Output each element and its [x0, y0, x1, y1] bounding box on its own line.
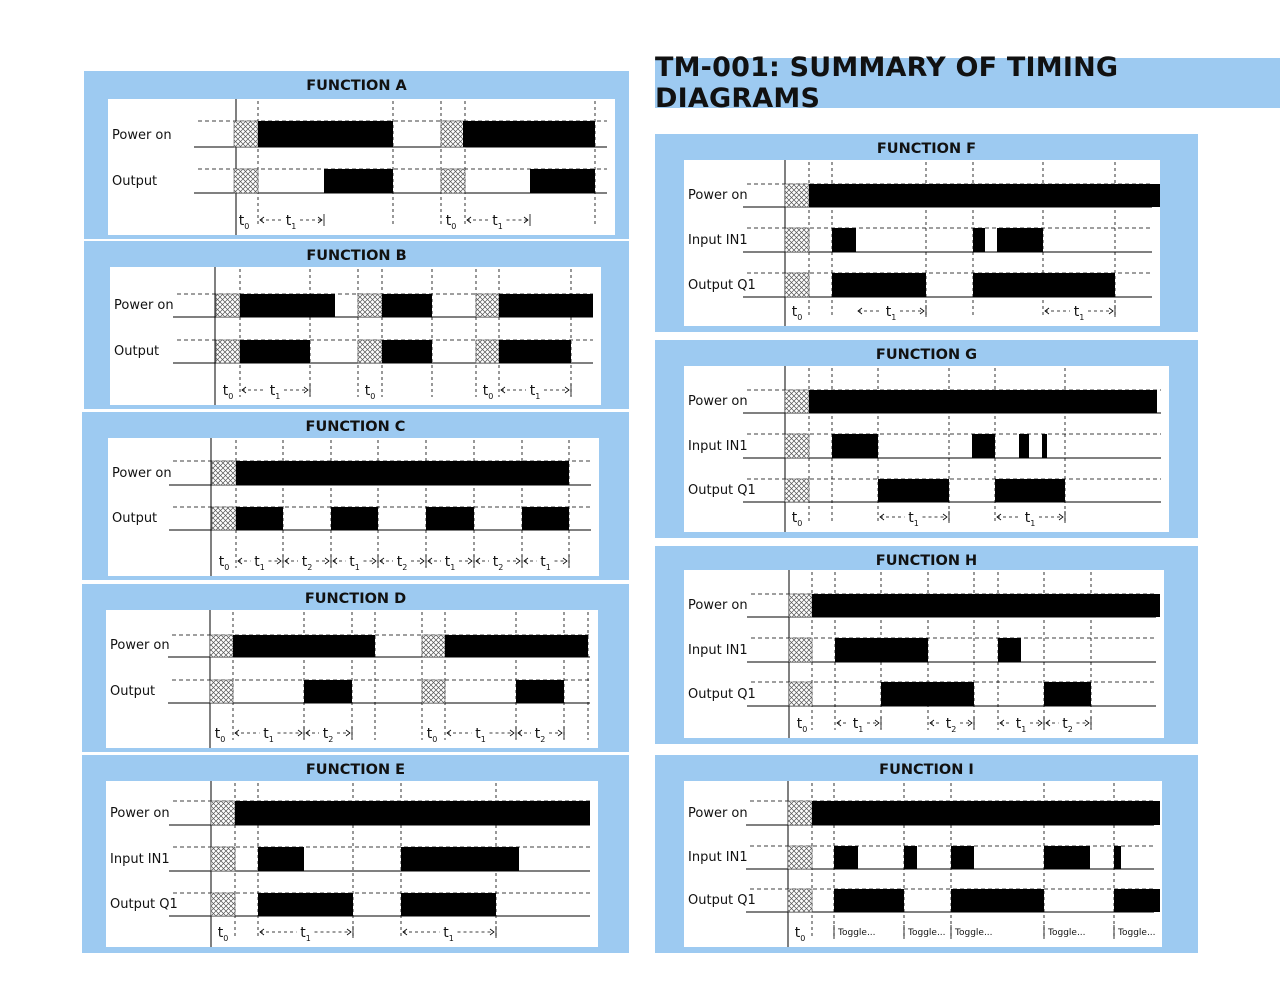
- time-label-t2: $t_2$: [1062, 716, 1073, 734]
- startup-delay-block: [476, 340, 499, 363]
- signal-on-block: [236, 507, 283, 530]
- startup-delay-block: [216, 340, 240, 363]
- time-label-t1: $t_1$: [254, 554, 265, 572]
- signal-on-block: [331, 507, 378, 530]
- function-panel-f: [655, 134, 1198, 332]
- startup-delay-block: [211, 847, 235, 871]
- signal-on-block: [382, 294, 432, 317]
- signal-on-block: [904, 846, 917, 869]
- startup-delay-block: [788, 889, 812, 912]
- startup-delay-block: [358, 340, 382, 363]
- signal-on-block: [258, 893, 353, 916]
- signal-on-block: [235, 801, 590, 825]
- startup-delay-block: [789, 682, 812, 706]
- signal-label-power-on: Power on: [688, 598, 748, 613]
- signal-label-output-q1: Output Q1: [688, 278, 756, 293]
- signal-on-block: [401, 893, 496, 916]
- signal-on-block: [522, 507, 569, 530]
- title-banner: [655, 52, 1280, 114]
- startup-delay-block: [785, 228, 809, 252]
- startup-delay-block: [358, 294, 382, 317]
- signal-on-block: [463, 121, 595, 147]
- toggle-label: Toggle...: [1118, 928, 1156, 938]
- signal-on-block: [832, 273, 926, 297]
- signal-on-block: [445, 635, 588, 657]
- timing-diagram-b: [110, 267, 601, 405]
- signal-on-block: [530, 169, 595, 193]
- time-label-t1: $t_1$: [852, 716, 864, 734]
- time-label-t1: $t_1$: [908, 510, 919, 528]
- toggle-label: Toggle...: [908, 928, 946, 938]
- function-title-a: FUNCTION A: [306, 78, 407, 94]
- timing-diagram-i: [684, 781, 1162, 947]
- time-label-t0: $t_0$: [791, 510, 803, 528]
- timing-diagram-g: [684, 366, 1169, 532]
- signal-on-block: [304, 680, 352, 703]
- signal-label-power-on: Power on: [688, 394, 748, 409]
- startup-delay-block: [789, 594, 812, 617]
- time-label-t1: $t_1$: [1024, 510, 1036, 528]
- signal-label-output-q1: Output Q1: [688, 687, 756, 702]
- time-label-t1: $t_1$: [492, 213, 503, 231]
- signal-on-block: [240, 340, 310, 363]
- time-label-t1: $t_1$: [444, 554, 456, 572]
- time-label-t2: $t_2$: [301, 554, 313, 572]
- function-panel-g: [655, 340, 1198, 538]
- function-panel-h: [655, 546, 1198, 744]
- timing-diagram-a: [108, 99, 615, 235]
- signal-on-block: [233, 635, 375, 657]
- signal-label-output: Output: [110, 684, 156, 699]
- toggle-label: Toggle...: [1048, 928, 1086, 938]
- time-label-t1: $t_1$: [1073, 304, 1085, 322]
- time-label-t1: $t_1$: [285, 213, 297, 231]
- time-label-t0: $t_0$: [794, 925, 806, 943]
- startup-delay-block: [422, 680, 445, 703]
- signal-on-block: [878, 479, 949, 502]
- time-label-t0: $t_0$: [791, 304, 803, 322]
- startup-delay-block: [788, 801, 812, 825]
- signal-on-block: [809, 184, 1160, 207]
- signal-on-block: [499, 340, 571, 363]
- function-title-b: FUNCTION B: [306, 248, 407, 264]
- time-label-t0: $t_0$: [445, 213, 457, 231]
- function-title-g: FUNCTION G: [875, 347, 978, 363]
- startup-delay-block: [212, 461, 236, 485]
- signal-on-block: [997, 228, 1043, 252]
- signal-on-block: [812, 801, 1160, 825]
- signal-on-block: [382, 340, 432, 363]
- function-panel-d: [82, 584, 629, 752]
- timing-diagram-c: [108, 438, 599, 576]
- time-label-t0: $t_0$: [238, 213, 250, 231]
- signal-on-block: [973, 273, 1115, 297]
- signal-on-block: [834, 889, 904, 912]
- toggle-label: Toggle...: [838, 928, 876, 938]
- signal-label-power-on: Power on: [688, 188, 748, 203]
- signal-on-block: [1114, 846, 1121, 869]
- signal-label-power-on: Power on: [112, 128, 172, 143]
- signal-on-block: [812, 594, 1160, 617]
- signal-label-power-on: Power on: [688, 806, 748, 821]
- signal-label-output: Output: [112, 511, 158, 526]
- signal-label-input-in1: Input IN1: [688, 233, 748, 248]
- startup-delay-block: [441, 121, 465, 147]
- signal-label-output-q1: Output Q1: [688, 483, 756, 498]
- toggle-label: Toggle...: [955, 928, 993, 938]
- signal-on-block: [236, 461, 569, 485]
- startup-delay-block: [210, 680, 233, 703]
- signal-on-block: [832, 434, 878, 458]
- time-label-t1: $t_1$: [443, 925, 454, 943]
- signal-on-block: [499, 294, 593, 317]
- startup-delay-block: [210, 635, 233, 657]
- startup-delay-block: [789, 638, 812, 662]
- startup-delay-block: [788, 846, 812, 869]
- time-label-t2: $t_2$: [492, 554, 504, 572]
- startup-delay-block: [476, 294, 499, 317]
- time-label-t2: $t_2$: [534, 726, 546, 744]
- signal-label-output: Output: [112, 174, 158, 189]
- startup-delay-block: [785, 273, 809, 297]
- signal-label-power-on: Power on: [110, 806, 170, 821]
- startup-delay-block: [785, 390, 809, 413]
- function-title-e: FUNCTION E: [305, 762, 406, 778]
- time-label-t0: $t_0$: [796, 716, 808, 734]
- startup-delay-block: [216, 294, 240, 317]
- signal-label-output-q1: Output Q1: [688, 893, 756, 908]
- time-label-t0: $t_0$: [218, 554, 230, 572]
- signal-on-block: [258, 121, 393, 147]
- function-title-h: FUNCTION H: [875, 553, 978, 569]
- signal-on-block: [240, 294, 335, 317]
- signal-on-block: [973, 228, 985, 252]
- time-label-t1: $t_1$: [529, 383, 541, 401]
- signal-on-block: [835, 638, 928, 662]
- signal-on-block: [951, 846, 974, 869]
- startup-delay-block: [785, 184, 809, 207]
- time-label-t0: $t_0$: [482, 383, 494, 401]
- timing-diagram-d: [106, 610, 598, 748]
- timing-diagram-f: [684, 160, 1160, 326]
- signal-label-output: Output: [114, 344, 160, 359]
- startup-delay-block: [234, 169, 258, 193]
- function-panel-b: [84, 241, 629, 409]
- signal-label-power-on: Power on: [110, 638, 170, 653]
- signal-on-block: [1044, 682, 1091, 706]
- time-label-t0: $t_0$: [364, 383, 376, 401]
- time-label-t1: $t_1$: [540, 554, 551, 572]
- startup-delay-block: [422, 635, 445, 657]
- startup-delay-block: [211, 801, 235, 825]
- signal-on-block: [832, 228, 856, 252]
- signal-label-input-in1: Input IN1: [688, 643, 748, 658]
- startup-delay-block: [785, 434, 809, 458]
- signal-on-block: [516, 680, 564, 703]
- signal-on-block: [258, 847, 304, 871]
- signal-label-power-on: Power on: [112, 466, 172, 481]
- signal-on-block: [881, 682, 974, 706]
- function-title-d: FUNCTION D: [304, 591, 407, 607]
- time-label-t1: $t_1$: [1015, 716, 1027, 734]
- time-label-t1: $t_1$: [263, 726, 274, 744]
- function-title-c: FUNCTION C: [305, 419, 406, 435]
- signal-on-block: [426, 507, 474, 530]
- signal-on-block: [951, 889, 1044, 912]
- signal-on-block: [834, 846, 858, 869]
- signal-on-block: [401, 847, 519, 871]
- startup-delay-block: [212, 507, 236, 530]
- function-title-i: FUNCTION I: [879, 762, 974, 778]
- time-label-t1: $t_1$: [300, 925, 311, 943]
- function-panel-i: [655, 755, 1198, 953]
- signal-on-block: [1044, 846, 1090, 869]
- signal-label-input-in1: Input IN1: [688, 850, 748, 865]
- time-label-t1: $t_1$: [349, 554, 360, 572]
- startup-delay-block: [441, 169, 465, 193]
- signal-label-power-on: Power on: [114, 298, 174, 313]
- signal-on-block: [998, 638, 1021, 662]
- time-label-t1: $t_1$: [475, 726, 486, 744]
- signal-on-block: [1019, 434, 1029, 458]
- function-panel-a: [84, 71, 629, 239]
- startup-delay-block: [211, 893, 235, 916]
- signal-label-input-in1: Input IN1: [688, 439, 748, 454]
- time-label-t0: $t_0$: [214, 726, 226, 744]
- signal-on-block: [809, 390, 1157, 413]
- time-label-t1: $t_1$: [885, 304, 897, 322]
- time-label-t0: $t_0$: [426, 726, 438, 744]
- function-panel-e: [82, 755, 629, 953]
- signal-on-block: [972, 434, 995, 458]
- time-label-t0: $t_0$: [217, 925, 229, 943]
- timing-diagram-h: [684, 570, 1164, 738]
- startup-delay-block: [234, 121, 258, 147]
- time-label-t2: $t_2$: [396, 554, 408, 572]
- time-label-t0: $t_0$: [222, 383, 234, 401]
- signal-on-block: [324, 169, 393, 193]
- page-title: TM-001: SUMMARY OF TIMING DIAGRAMS: [655, 52, 1119, 114]
- signal-on-block: [1114, 889, 1160, 912]
- function-title-f: FUNCTION F: [876, 141, 977, 157]
- startup-delay-block: [785, 479, 809, 502]
- signal-label-output-q1: Output Q1: [110, 897, 178, 912]
- function-panel-c: [82, 412, 629, 580]
- timing-diagram-e: [106, 781, 598, 947]
- signal-on-block: [995, 479, 1065, 502]
- time-label-t1: $t_1$: [269, 383, 281, 401]
- time-label-t2: $t_2$: [945, 716, 957, 734]
- signal-on-block: [1042, 434, 1047, 458]
- signal-label-input-in1: Input IN1: [110, 852, 170, 867]
- time-label-t2: $t_2$: [322, 726, 334, 744]
